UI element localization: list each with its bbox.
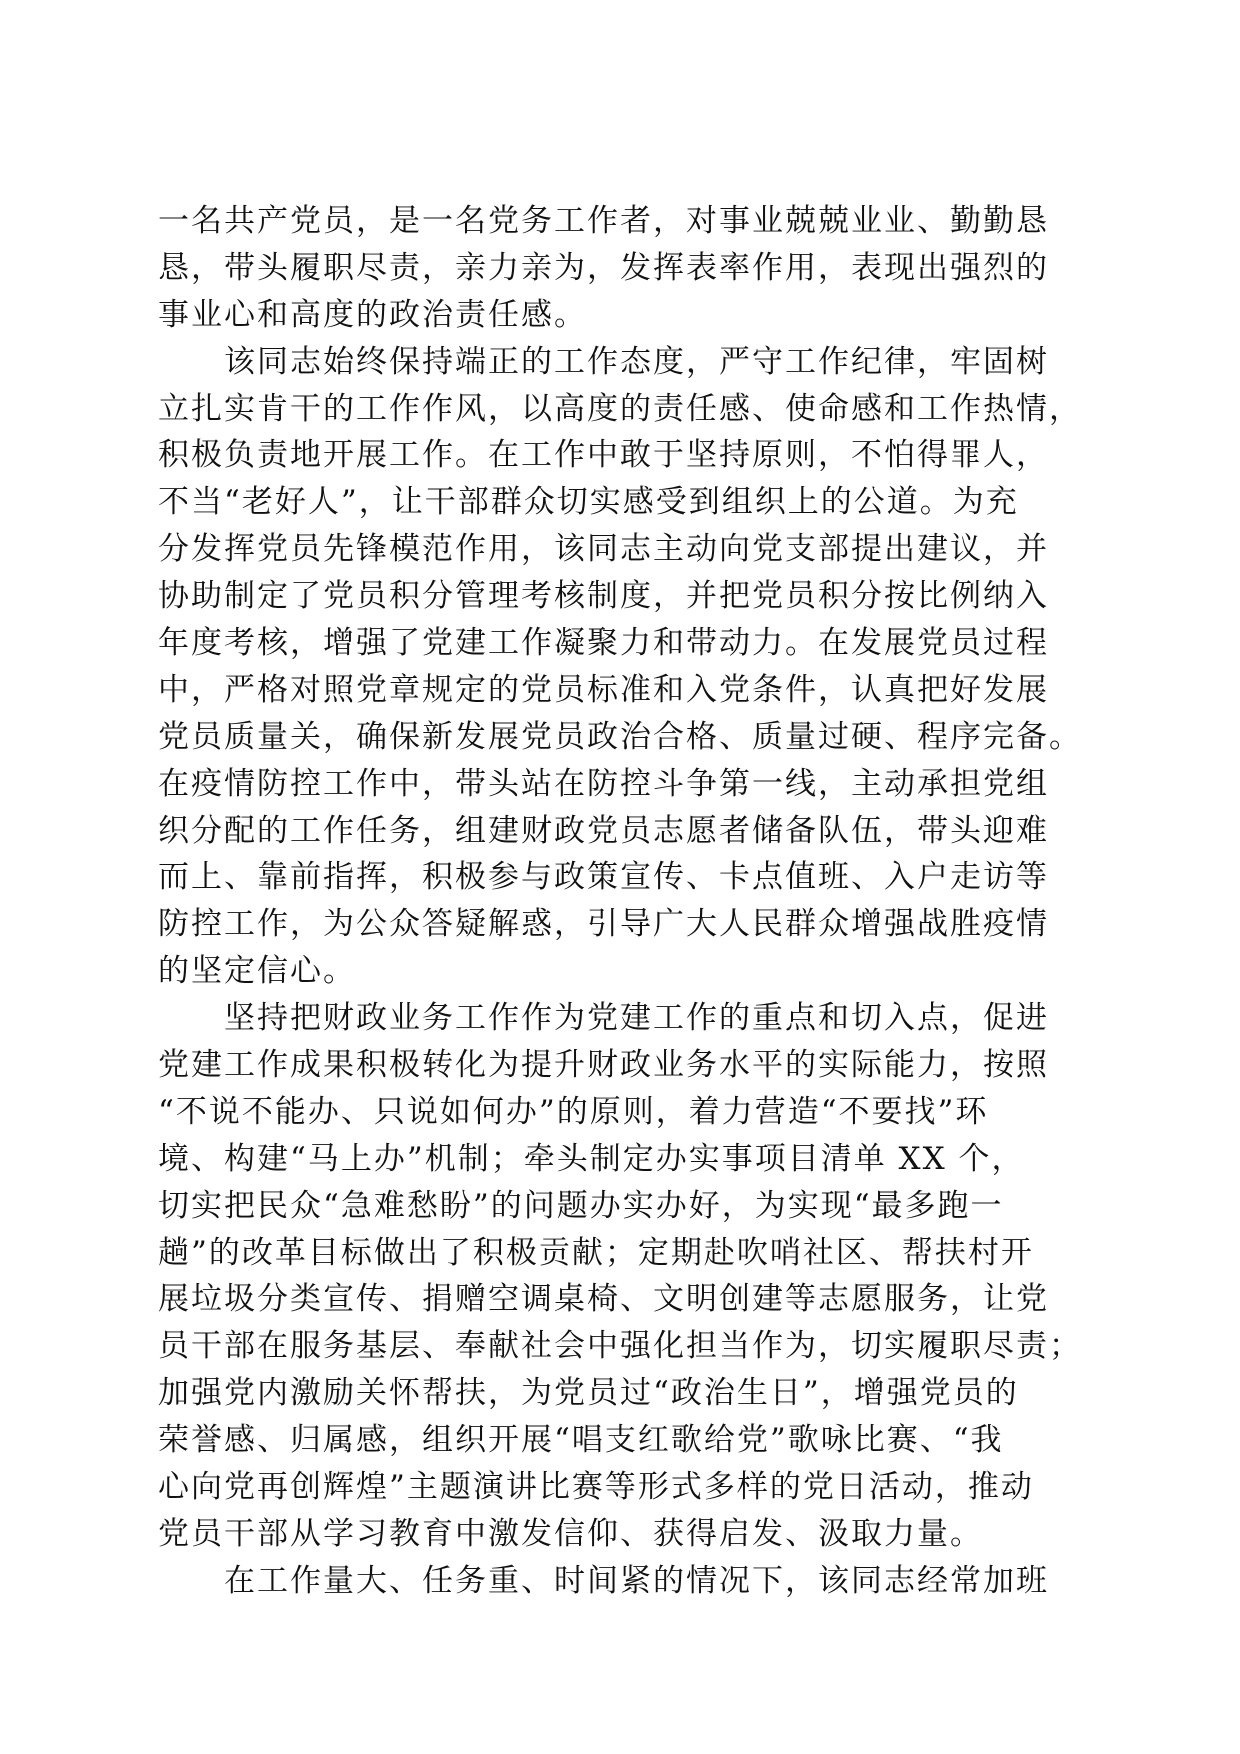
paragraph-first-line: 该同志始终保持端正的工作态度，严守工作纪律，牢固树 — [224, 343, 1049, 380]
text-line: 心向党再创辉煌”主题演讲比赛等形式多样的党日活动，推动 — [158, 1469, 1034, 1506]
body-text — [158, 198, 1098, 1605]
text-line: 党建工作成果积极转化为提升财政业务水平的实际能力，按照 — [158, 1047, 1049, 1084]
text-line: “不说不能办、只说如何办”的原则，着力营造“不要找”环 — [158, 1093, 989, 1130]
paragraph-first-line: 坚持把财政业务工作作为党建工作的重点和切入点，促进 — [224, 1000, 1049, 1037]
text-line: 切实把民众“急难愁盼”的问题办实办好，为实现“最多跑一 — [158, 1187, 1004, 1224]
text-line: 年度考核，增强了党建工作凝聚力和带动力。在发展党员过程 — [158, 625, 1049, 662]
text-line: 恳，带头履职尽责，亲力亲为，发挥表率作用，表现出强烈的 — [158, 249, 1049, 286]
text-line: 党员干部从学习教育中激发信仰、获得启发、汲取力量。 — [158, 1515, 983, 1552]
text-line: 境、构建“马上办”机制；牵头制定办实事项目清单 XX 个， — [158, 1140, 1025, 1177]
text-line: 趟”的改革目标做出了积极贡献；定期赴吹哨社区、帮扶村开 — [158, 1234, 1034, 1271]
text-line: 加强党内激励关怀帮扶，为党员过“政治生日”，增强党员的 — [158, 1375, 1019, 1412]
text-line: 分发挥党员先锋模范作用，该同志主动向党支部提出建议，并 — [158, 531, 1049, 568]
text-line: 党员质量关，确保新发展党员政治合格、质量过硬、程序完备。 — [158, 718, 1082, 755]
text-line: 中，严格对照党章规定的党员标准和入党条件，认真把好发展 — [158, 671, 1049, 708]
text-line: 织分配的工作任务，组建财政党员志愿者储备队伍，带头迎难 — [158, 812, 1049, 849]
text-line: 一名共产党员，是一名党务工作者，对事业兢兢业业、勤勤恳 — [158, 203, 1049, 239]
text-line: 积极负责地开展工作。在工作中敢于坚持原则，不怕得罪人， — [158, 437, 1049, 474]
text-line: 在疫情防控工作中，带头站在防控斗争第一线，主动承担党组 — [158, 765, 1049, 802]
paragraph-first-line: 在工作量大、任务重、时间紧的情况下，该同志经常加班 — [224, 1562, 1049, 1599]
text-line: 荣誉感、归属感，组织开展“唱支红歌给党”歌咏比赛、“我 — [158, 1422, 1004, 1459]
text-line: 而上、靠前指挥，积极参与政策宣传、卡点值班、入户走访等 — [158, 859, 1049, 896]
text-line: 展垃圾分类宣传、捐赠空调桌椅、文明创建等志愿服务，让党 — [158, 1281, 1049, 1318]
text-line: 防控工作，为公众答疑解惑，引导广大人民群众增强战胜疫情 — [158, 906, 1049, 943]
text-line: 协助制定了党员积分管理考核制度，并把党员积分按比例纳入 — [158, 578, 1049, 615]
text-line: 不当“老好人”，让干部群众切实感受到组织上的公道。为充 — [158, 484, 1019, 521]
text-line: 立扎实肯干的工作作风，以高度的责任感、使命感和工作热情， — [158, 390, 1082, 427]
text-line: 的坚定信心。 — [158, 953, 356, 990]
text-line: 员干部在服务基层、奉献社会中强化担当作为，切实履职尽责； — [158, 1328, 1082, 1365]
text-line: 事业心和高度的政治责任感。 — [158, 296, 587, 333]
